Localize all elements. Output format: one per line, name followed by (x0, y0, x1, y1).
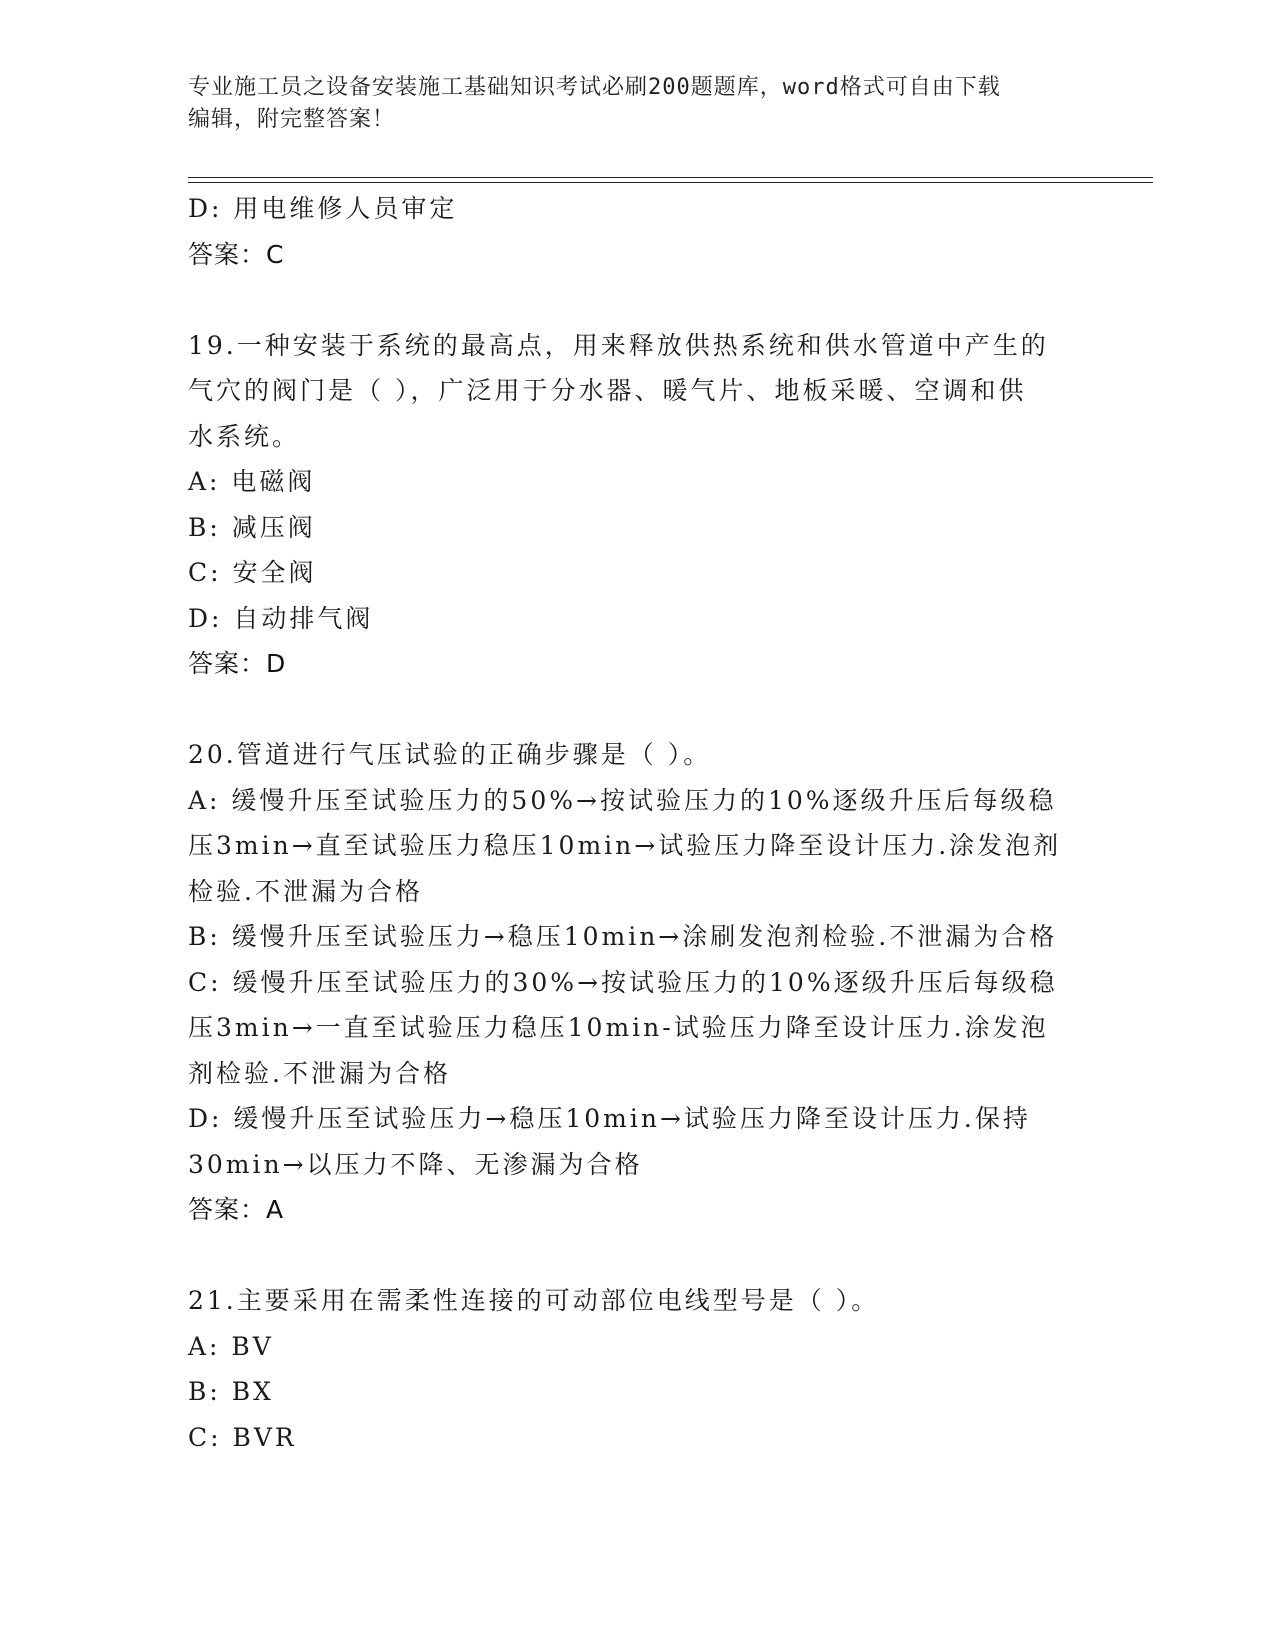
option-a: A: 电磁阀 (188, 467, 316, 496)
question-text-line: 20.管道进行气压试验的正确步骤是（ ）。 (188, 740, 712, 769)
option-c-continued: 压3min→一直至试验压力稳压10min-试验压力降至设计压力.涂发泡 (188, 1013, 1049, 1042)
option-a: A: 缓慢升压至试验压力的50%→按试验压力的10%逐级升压后每级稳 (188, 785, 1057, 815)
header-divider-bottom (188, 182, 1153, 183)
option-b: B: 减压阀 (188, 512, 316, 542)
option-b: B: BX (188, 1377, 274, 1406)
header-line-2: 编辑，附完整答案！ (188, 107, 396, 132)
option-c-continued: 剂检验.不泄漏为合格 (188, 1058, 451, 1088)
question-block-18 (188, 186, 1088, 277)
header-divider-top (188, 177, 1153, 178)
option-d: D: 用电维修人员审定 (188, 194, 458, 223)
option-d: D: 缓慢升压至试验压力→稳压10min→试验压力降至设计压力.保持 (188, 1104, 1031, 1133)
answer-line: 答案：D (188, 649, 287, 678)
question-content (188, 186, 1088, 1460)
document-header (188, 72, 1088, 136)
option-d-continued: 30min→以压力不降、无渗漏为合格 (188, 1149, 643, 1179)
question-text-line: 水系统。 (188, 421, 301, 451)
question-block-21 (188, 1278, 1088, 1460)
question-block-19 (188, 323, 1088, 687)
option-a: A: BV (188, 1331, 274, 1361)
answer-line: 答案：A (188, 1195, 285, 1224)
block-spacer (188, 277, 1088, 323)
answer-line: 答案：C (188, 239, 285, 269)
question-block-20 (188, 732, 1088, 1233)
block-spacer (188, 1233, 1088, 1279)
option-d: D: 自动排气阀 (188, 603, 374, 633)
question-text-line: 21.主要采用在需柔性连接的可动部位电线型号是（ ）。 (188, 1286, 880, 1315)
header-line-1: 专业施工员之设备安装施工基础知识考试必刷200题题库，word格式可自由下载 (188, 75, 1001, 100)
option-a-continued: 压3min→直至试验压力稳压10min→试验压力降至设计压力.涂发泡剂 (188, 831, 1062, 860)
option-c: C: BVR (188, 1422, 297, 1452)
block-spacer (188, 687, 1088, 733)
option-b: B: 缓慢升压至试验压力→稳压10min→涂刷发泡剂检验.不泄漏为合格 (188, 922, 1058, 951)
question-text-line: 气穴的阀门是（ ），广泛用于分水器、暖气片、地板采暖、空调和供 (188, 376, 1027, 405)
option-c: C: 安全阀 (188, 558, 317, 587)
option-a-continued: 检验.不泄漏为合格 (188, 876, 423, 906)
question-text-line: 19.一种安装于系统的最高点，用来释放供热系统和供水管道中产生的 (188, 330, 1049, 360)
option-c: C: 缓慢升压至试验压力的30%→按试验压力的10%逐级升压后每级稳 (188, 967, 1058, 997)
